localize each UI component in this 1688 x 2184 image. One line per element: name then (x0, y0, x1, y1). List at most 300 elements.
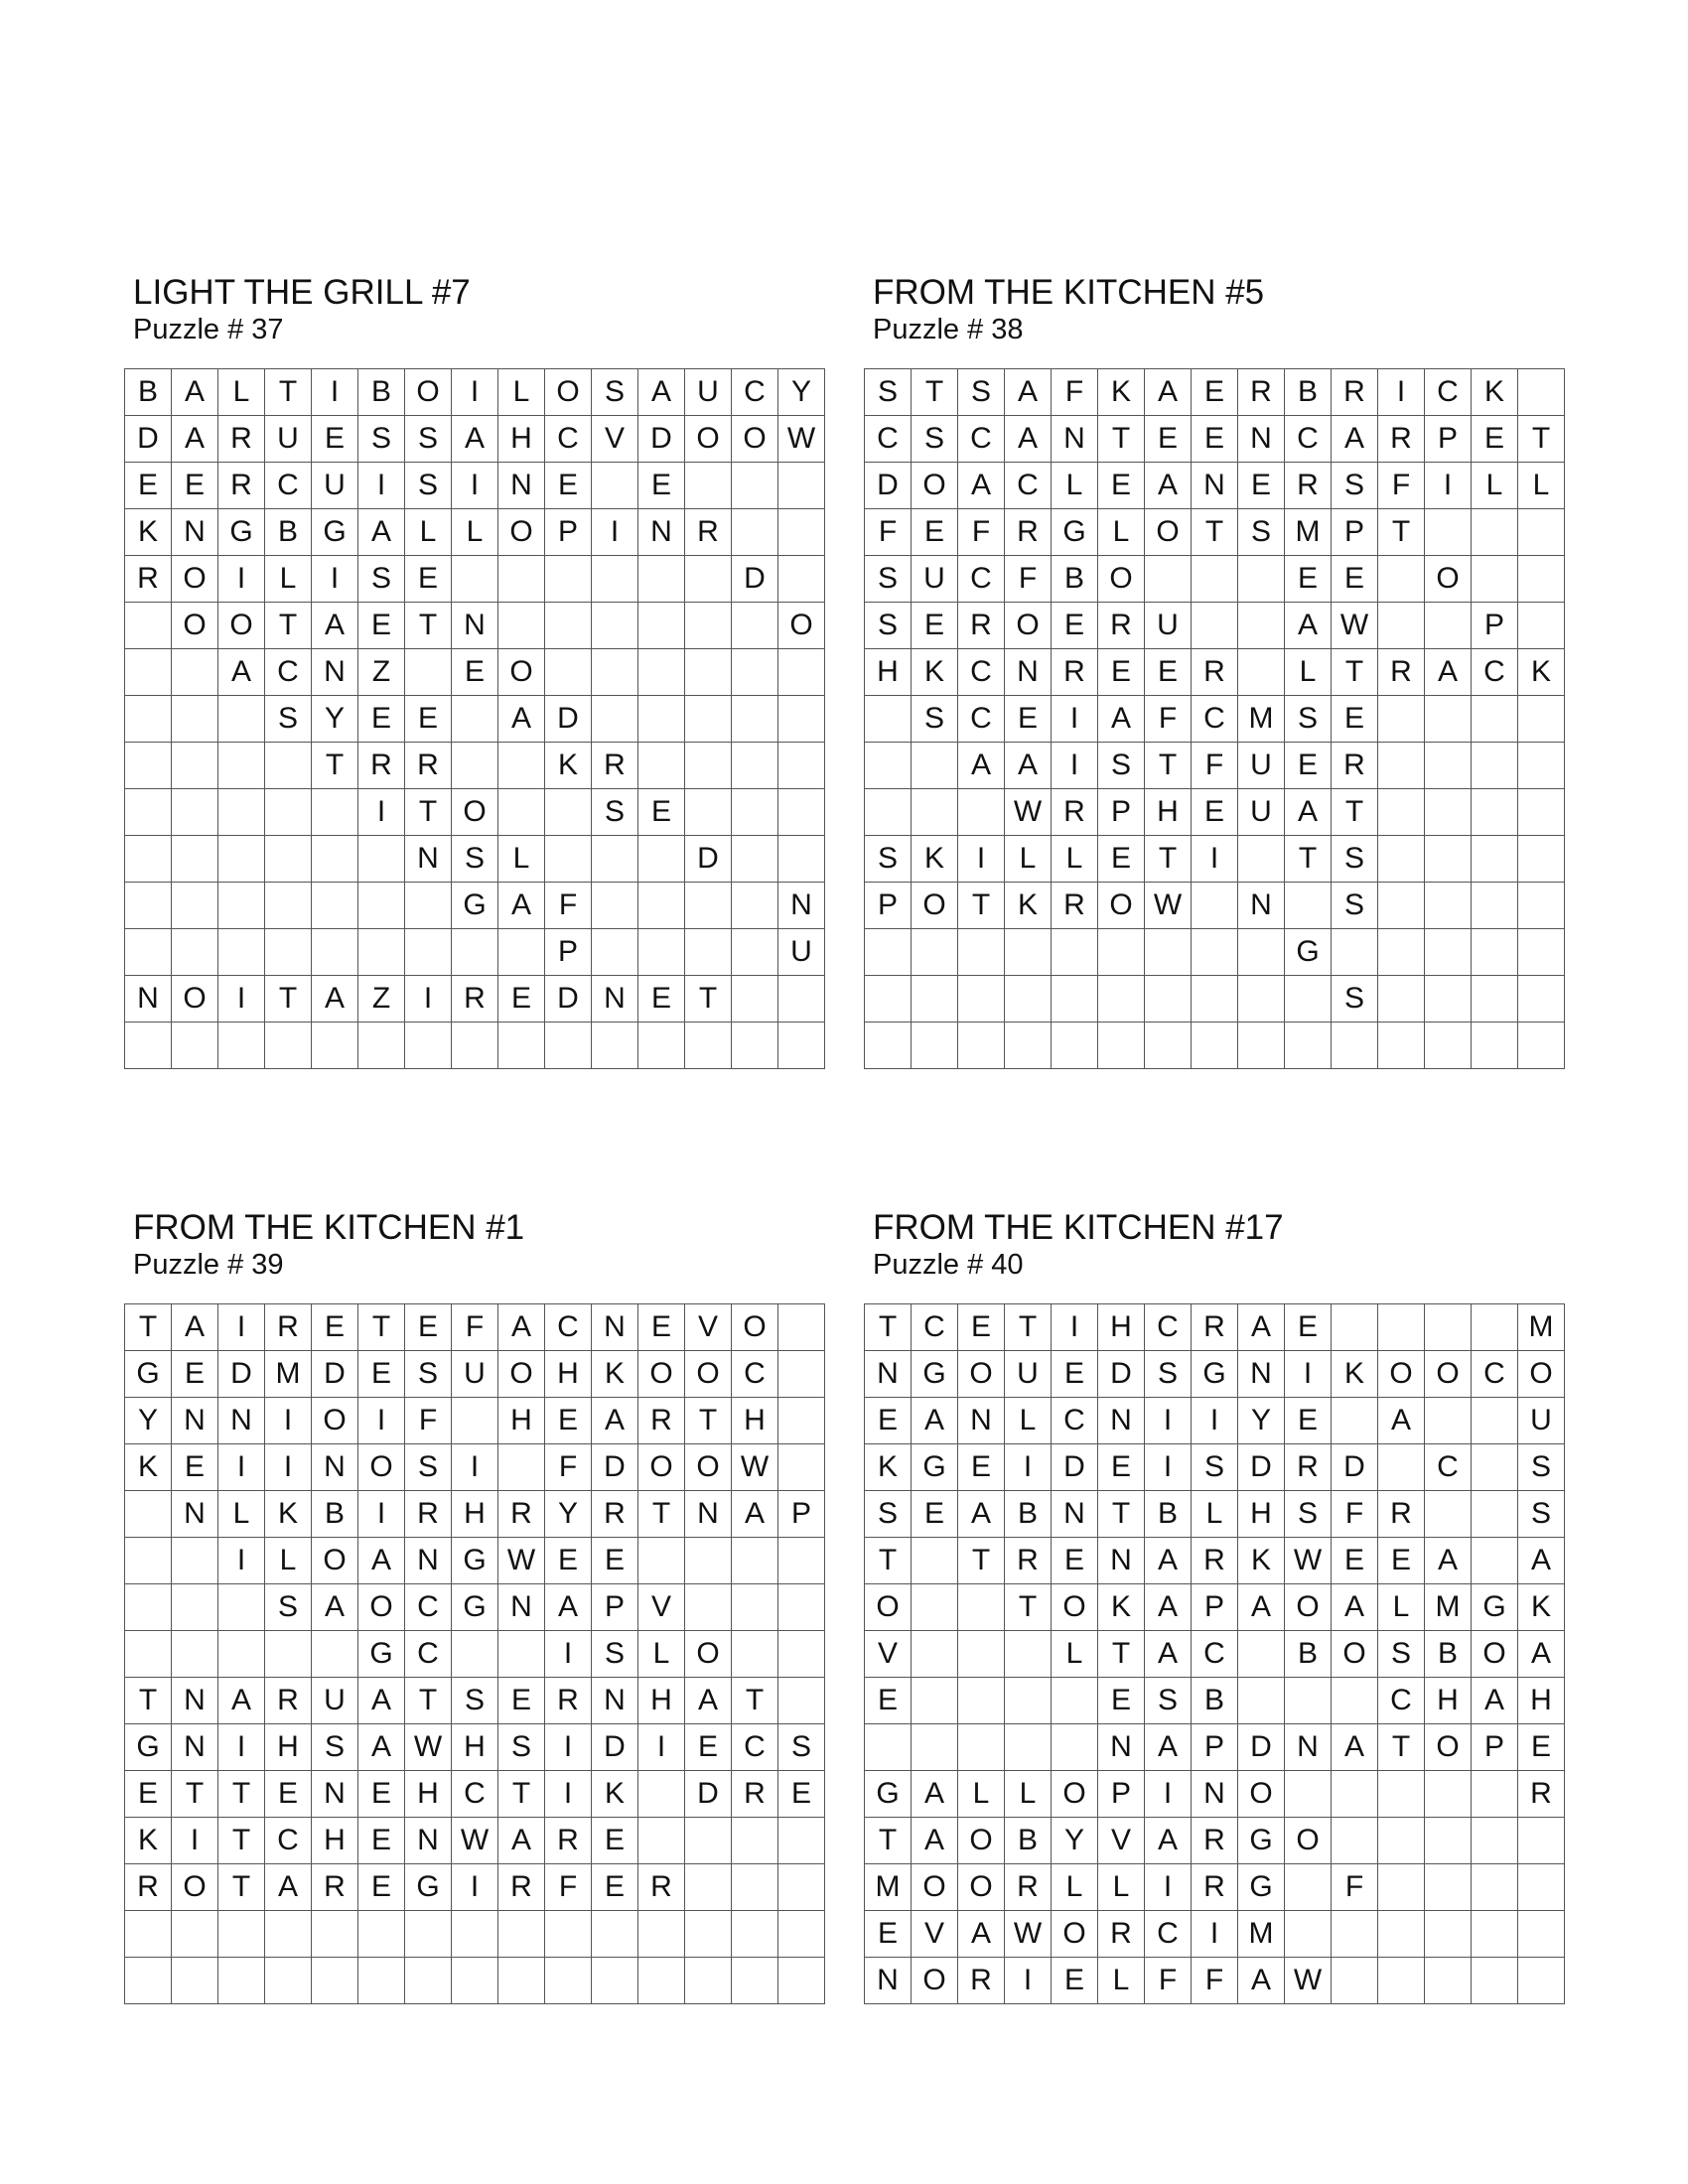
grid-cell: I (312, 556, 358, 603)
grid-cell: F (1192, 1958, 1238, 2004)
grid-cell: H (1518, 1678, 1565, 1724)
grid-cell: T (265, 976, 312, 1023)
grid-cell: R (958, 1958, 1005, 2004)
grid-cell (638, 1911, 685, 1958)
grid-cell: D (865, 463, 912, 509)
grid-cell (912, 1023, 958, 1069)
grid-cell: U (265, 416, 312, 463)
grid-cell: A (172, 369, 218, 416)
grid-cell: A (172, 1304, 218, 1351)
grid-cell (592, 649, 638, 696)
grid-cell: A (1378, 1398, 1425, 1444)
grid-cell: N (312, 1771, 358, 1818)
grid-cell (912, 1678, 958, 1724)
letter-grid (864, 368, 1565, 1069)
grid-cell (685, 1958, 732, 2004)
grid-cell (732, 836, 778, 883)
grid-cell (1285, 1911, 1332, 1958)
puzzle-block (864, 1208, 1565, 2004)
grid-cell: D (1238, 1444, 1285, 1491)
grid-cell (358, 1958, 405, 2004)
grid-cell (1425, 1818, 1472, 1864)
grid-cell: O (1332, 1631, 1378, 1678)
grid-cell: W (1285, 1958, 1332, 2004)
grid-cell: W (1145, 883, 1192, 929)
grid-cell: R (1192, 1538, 1238, 1584)
grid-cell (685, 743, 732, 789)
grid-cell (312, 929, 358, 976)
grid-cell: S (265, 1584, 312, 1631)
grid-cell (125, 883, 172, 929)
grid-cell: R (1285, 463, 1332, 509)
grid-cell: R (498, 1491, 545, 1538)
grid-cell: N (1238, 416, 1285, 463)
grid-cell: C (958, 556, 1005, 603)
grid-cell: R (1052, 883, 1098, 929)
grid-cell: L (265, 1538, 312, 1584)
grid-cell (1472, 1864, 1518, 1911)
grid-cell: L (498, 836, 545, 883)
grid-cell: A (1145, 1818, 1192, 1864)
grid-cell: I (1145, 1864, 1192, 1911)
grid-cell: F (1145, 696, 1192, 743)
grid-cell: O (685, 1351, 732, 1398)
grid-cell: A (498, 1304, 545, 1351)
grid-cell: S (865, 1491, 912, 1538)
grid-cell: E (1378, 1538, 1425, 1584)
grid-cell: E (592, 1864, 638, 1911)
grid-cell (405, 1958, 452, 2004)
grid-cell (1518, 1911, 1565, 1958)
grid-cell: A (1518, 1538, 1565, 1584)
grid-cell: L (218, 369, 265, 416)
grid-cell: N (1098, 1724, 1145, 1771)
grid-cell: A (498, 1818, 545, 1864)
grid-cell (1472, 789, 1518, 836)
grid-cell: U (312, 463, 358, 509)
grid-cell (1518, 743, 1565, 789)
puzzle-title: LIGHT THE GRILL #7 (133, 273, 471, 312)
grid-cell (125, 929, 172, 976)
grid-cell: A (545, 1584, 592, 1631)
grid-cell: R (1052, 789, 1098, 836)
grid-cell (1238, 1678, 1285, 1724)
grid-cell (172, 836, 218, 883)
grid-cell: U (912, 556, 958, 603)
grid-cell (685, 1911, 732, 1958)
grid-cell: E (1472, 416, 1518, 463)
grid-cell: N (865, 1958, 912, 2004)
grid-cell: N (405, 1538, 452, 1584)
grid-cell: I (1425, 463, 1472, 509)
grid-cell (865, 1724, 912, 1771)
grid-cell (218, 1023, 265, 1069)
grid-cell: E (265, 1771, 312, 1818)
grid-cell: O (778, 603, 825, 649)
puzzle-block (864, 273, 1565, 1069)
grid-cell: E (545, 1538, 592, 1584)
grid-cell: F (1332, 1864, 1378, 1911)
grid-cell: K (1098, 1584, 1145, 1631)
grid-cell: W (1005, 789, 1052, 836)
grid-cell (1472, 836, 1518, 883)
grid-cell: K (912, 649, 958, 696)
grid-cell (312, 836, 358, 883)
grid-cell: E (865, 1398, 912, 1444)
grid-cell (358, 883, 405, 929)
grid-cell: N (592, 976, 638, 1023)
grid-cell: G (1472, 1584, 1518, 1631)
grid-cell (592, 1911, 638, 1958)
grid-cell (1425, 789, 1472, 836)
grid-cell: G (405, 1864, 452, 1911)
grid-cell (778, 463, 825, 509)
grid-cell: T (172, 1771, 218, 1818)
grid-cell: U (312, 1678, 358, 1724)
grid-cell (452, 556, 498, 603)
grid-cell: H (312, 1818, 358, 1864)
grid-cell (1192, 556, 1238, 603)
grid-cell (1472, 1958, 1518, 2004)
grid-cell (498, 556, 545, 603)
grid-cell: O (1285, 1584, 1332, 1631)
grid-cell: R (1332, 743, 1378, 789)
grid-cell: T (865, 1538, 912, 1584)
grid-cell: N (685, 1491, 732, 1538)
grid-cell: A (1425, 649, 1472, 696)
grid-cell: E (1052, 603, 1098, 649)
grid-cell: T (1378, 509, 1425, 556)
grid-cell: R (265, 1304, 312, 1351)
grid-cell (912, 1584, 958, 1631)
grid-cell: T (312, 743, 358, 789)
grid-cell: N (778, 883, 825, 929)
grid-cell: G (452, 1584, 498, 1631)
grid-cell: T (125, 1678, 172, 1724)
grid-cell: N (172, 1491, 218, 1538)
grid-cell: E (958, 1304, 1005, 1351)
grid-cell (732, 1538, 778, 1584)
grid-cell: E (1098, 649, 1145, 696)
grid-cell: S (865, 369, 912, 416)
grid-cell: V (592, 416, 638, 463)
grid-cell (1238, 649, 1285, 696)
grid-cell (125, 1491, 172, 1538)
grid-cell: E (498, 976, 545, 1023)
grid-cell: H (452, 1491, 498, 1538)
grid-cell: S (1332, 976, 1378, 1023)
grid-cell: N (1238, 1351, 1285, 1398)
grid-cell (1518, 556, 1565, 603)
grid-cell: R (545, 1678, 592, 1724)
grid-cell (1425, 1864, 1472, 1911)
grid-cell: D (592, 1724, 638, 1771)
grid-cell (218, 929, 265, 976)
grid-cell: O (1052, 1771, 1098, 1818)
grid-cell: B (312, 1491, 358, 1538)
grid-cell (958, 1631, 1005, 1678)
grid-cell (1145, 929, 1192, 976)
grid-cell (592, 603, 638, 649)
grid-cell (1238, 929, 1285, 976)
grid-cell: O (1052, 1911, 1098, 1958)
grid-cell: E (1192, 789, 1238, 836)
grid-cell: D (1238, 1724, 1285, 1771)
grid-cell: R (312, 1864, 358, 1911)
grid-cell: O (172, 976, 218, 1023)
grid-cell: M (1238, 696, 1285, 743)
grid-cell: T (685, 976, 732, 1023)
grid-cell: C (1145, 1911, 1192, 1958)
grid-cell: E (172, 1351, 218, 1398)
grid-cell: I (218, 1538, 265, 1584)
grid-cell: F (452, 1304, 498, 1351)
grid-cell: E (958, 1444, 1005, 1491)
grid-cell: S (1145, 1678, 1192, 1724)
grid-cell (1378, 1864, 1425, 1911)
grid-cell (358, 1023, 405, 1069)
grid-cell (218, 836, 265, 883)
grid-cell (1472, 1491, 1518, 1538)
grid-cell: S (1145, 1351, 1192, 1398)
grid-cell (638, 649, 685, 696)
grid-cell: E (1052, 1958, 1098, 2004)
grid-cell: E (405, 556, 452, 603)
grid-cell (1378, 696, 1425, 743)
grid-cell: E (778, 1771, 825, 1818)
grid-cell: T (638, 1491, 685, 1538)
grid-cell: R (1098, 603, 1145, 649)
grid-cell (125, 1023, 172, 1069)
grid-cell (1285, 1864, 1332, 1911)
grid-cell (778, 1818, 825, 1864)
grid-cell (498, 1631, 545, 1678)
grid-cell: E (545, 1398, 592, 1444)
grid-cell: A (958, 1911, 1005, 1958)
grid-cell: O (218, 603, 265, 649)
grid-cell: C (732, 1351, 778, 1398)
grid-cell (778, 789, 825, 836)
grid-cell (1425, 1911, 1472, 1958)
grid-cell: N (592, 1304, 638, 1351)
grid-cell (685, 556, 732, 603)
grid-cell: D (1098, 1351, 1145, 1398)
grid-cell (1472, 1818, 1518, 1864)
grid-cell: I (1192, 1911, 1238, 1958)
grid-cell: K (912, 836, 958, 883)
grid-cell (592, 556, 638, 603)
grid-cell: T (498, 1771, 545, 1818)
grid-cell: S (912, 416, 958, 463)
grid-cell: F (1005, 556, 1052, 603)
grid-cell: T (958, 1538, 1005, 1584)
grid-cell: T (405, 603, 452, 649)
grid-cell: A (1145, 463, 1192, 509)
grid-cell: R (685, 509, 732, 556)
grid-cell: R (1192, 649, 1238, 696)
grid-cell: P (1425, 416, 1472, 463)
grid-cell (1518, 1958, 1565, 2004)
grid-cell: N (312, 649, 358, 696)
grid-cell: O (1518, 1351, 1565, 1398)
grid-cell: R (125, 556, 172, 603)
grid-cell: I (452, 369, 498, 416)
grid-cell: O (1005, 603, 1052, 649)
grid-cell (452, 929, 498, 976)
grid-cell (638, 929, 685, 976)
grid-cell: D (638, 416, 685, 463)
grid-cell (312, 1023, 358, 1069)
grid-cell: I (1005, 1958, 1052, 2004)
grid-cell: O (638, 1444, 685, 1491)
grid-cell (405, 883, 452, 929)
grid-cell (912, 1538, 958, 1584)
grid-cell (498, 789, 545, 836)
grid-cell (912, 789, 958, 836)
grid-cell: I (1052, 743, 1098, 789)
grid-cell: A (1145, 1584, 1192, 1631)
grid-cell (732, 1864, 778, 1911)
grid-cell: O (958, 1864, 1005, 1911)
grid-cell (172, 929, 218, 976)
grid-cell (865, 1023, 912, 1069)
grid-cell (1238, 603, 1285, 649)
grid-cell: E (1052, 1351, 1098, 1398)
grid-cell: A (1472, 1678, 1518, 1724)
grid-cell: N (1052, 416, 1098, 463)
grid-cell: E (1332, 556, 1378, 603)
grid-cell (958, 789, 1005, 836)
grid-cell (778, 743, 825, 789)
grid-cell: L (1052, 1631, 1098, 1678)
grid-cell: L (452, 509, 498, 556)
grid-cell (1378, 603, 1425, 649)
grid-cell: T (1098, 1491, 1145, 1538)
grid-cell: R (498, 1864, 545, 1911)
grid-cell: T (405, 789, 452, 836)
grid-cell (125, 1538, 172, 1584)
grid-cell: V (638, 1584, 685, 1631)
grid-cell: S (358, 416, 405, 463)
grid-cell (592, 1958, 638, 2004)
grid-cell: A (312, 603, 358, 649)
grid-cell: I (358, 1398, 405, 1444)
grid-cell: A (312, 976, 358, 1023)
grid-cell: I (1192, 1398, 1238, 1444)
grid-cell: S (1518, 1491, 1565, 1538)
grid-cell (1005, 1724, 1052, 1771)
grid-cell (1378, 883, 1425, 929)
grid-cell (685, 696, 732, 743)
grid-cell (1378, 789, 1425, 836)
grid-cell: E (1098, 463, 1145, 509)
grid-cell (545, 1911, 592, 1958)
grid-cell (1518, 369, 1565, 416)
grid-cell (1005, 929, 1052, 976)
grid-cell: A (1005, 369, 1052, 416)
grid-cell (1192, 929, 1238, 976)
grid-cell: S (592, 1631, 638, 1678)
grid-cell: I (1052, 696, 1098, 743)
grid-cell: R (1192, 1864, 1238, 1911)
grid-cell: A (1145, 1631, 1192, 1678)
grid-cell: S (452, 836, 498, 883)
grid-cell: E (405, 696, 452, 743)
grid-cell: N (865, 1351, 912, 1398)
grid-cell: S (1285, 696, 1332, 743)
grid-cell: O (1238, 1771, 1285, 1818)
grid-cell: A (1145, 1538, 1192, 1584)
grid-cell: L (498, 369, 545, 416)
grid-cell: G (452, 1538, 498, 1584)
grid-cell: A (1005, 743, 1052, 789)
grid-cell: G (1238, 1864, 1285, 1911)
grid-cell: M (1285, 509, 1332, 556)
grid-cell (125, 1911, 172, 1958)
grid-cell (732, 1631, 778, 1678)
grid-cell: N (405, 836, 452, 883)
grid-cell: E (1098, 836, 1145, 883)
grid-cell: S (265, 696, 312, 743)
grid-cell: V (865, 1631, 912, 1678)
grid-cell (545, 556, 592, 603)
grid-cell: K (1005, 883, 1052, 929)
grid-cell (265, 836, 312, 883)
grid-cell: S (1518, 1444, 1565, 1491)
grid-cell: E (638, 789, 685, 836)
grid-cell (218, 883, 265, 929)
grid-cell: B (1425, 1631, 1472, 1678)
grid-cell: O (1472, 1631, 1518, 1678)
grid-cell: B (125, 369, 172, 416)
grid-cell (1145, 976, 1192, 1023)
grid-cell (1472, 696, 1518, 743)
grid-cell (498, 743, 545, 789)
grid-cell: Y (1238, 1398, 1285, 1444)
grid-cell: R (125, 1864, 172, 1911)
grid-cell: R (358, 743, 405, 789)
grid-cell: K (865, 1444, 912, 1491)
grid-cell: A (312, 1584, 358, 1631)
grid-cell: K (1518, 1584, 1565, 1631)
grid-cell: O (172, 1864, 218, 1911)
grid-cell: I (405, 976, 452, 1023)
grid-cell: S (1098, 743, 1145, 789)
grid-cell (1472, 929, 1518, 976)
grid-cell (685, 1864, 732, 1911)
grid-cell: O (312, 1538, 358, 1584)
grid-cell: R (545, 1818, 592, 1864)
grid-cell: E (498, 1678, 545, 1724)
grid-cell (172, 1911, 218, 1958)
grid-cell: D (125, 416, 172, 463)
grid-cell (1378, 1911, 1425, 1958)
grid-cell (1425, 883, 1472, 929)
grid-cell: A (265, 1864, 312, 1911)
grid-cell: L (1052, 1864, 1098, 1911)
grid-cell: C (405, 1631, 452, 1678)
grid-cell: E (638, 463, 685, 509)
grid-cell: O (1425, 1724, 1472, 1771)
grid-cell (685, 1584, 732, 1631)
grid-cell (172, 1538, 218, 1584)
grid-cell: K (125, 1444, 172, 1491)
grid-cell (1378, 1444, 1425, 1491)
grid-cell: I (218, 1304, 265, 1351)
grid-cell: E (865, 1911, 912, 1958)
grid-cell (778, 1351, 825, 1398)
grid-cell (1425, 1771, 1472, 1818)
